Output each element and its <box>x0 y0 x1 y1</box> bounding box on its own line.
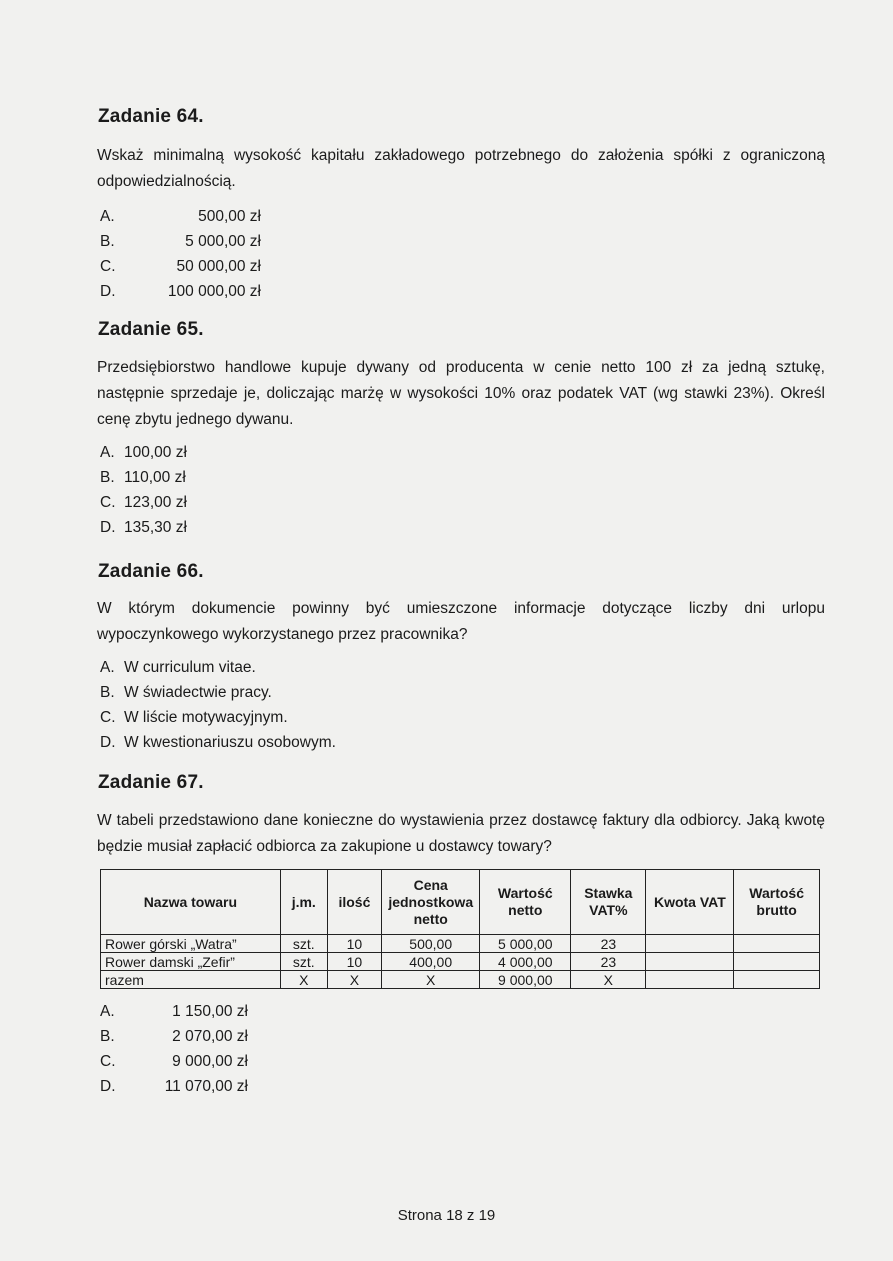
column-header: Nazwa towaru <box>101 870 281 935</box>
answer-option: C. W liście motywacyjnym. <box>100 709 288 726</box>
table-cell: szt. <box>280 953 327 971</box>
table-cell: razem <box>101 971 281 989</box>
table-cell: 400,00 <box>382 953 480 971</box>
table-cell: X <box>571 971 646 989</box>
table-cell <box>734 935 820 953</box>
answer-option: B. 5 000,00 zł <box>100 233 261 250</box>
table-cell: X <box>327 971 381 989</box>
answer-option: A. 500,00 zł <box>100 208 261 225</box>
column-header: Stawka VAT% <box>571 870 646 935</box>
page-number: Strona 18 z 19 <box>397 1207 496 1224</box>
answer-option: A. 1 150,00 zł <box>100 1003 248 1020</box>
task-65-question: Przedsiębiorstwo handlowe kupuje dywany od producenta w cenie netto 100 zł za jedną sztukę, następnie sprzedaje je, doliczając marżę w wysokości 10% oraz podatek VAT (wg stawki 23%). Określ cenę zbytu jednego dywanu. <box>97 359 825 428</box>
column-header: Wartość brutto <box>734 870 820 935</box>
answer-option: D. 100 000,00 zł <box>100 283 261 300</box>
answer-option: B. 110,00 zł <box>100 469 186 486</box>
task-67-answers <box>100 999 248 1099</box>
answer-option: D. 135,30 zł <box>100 519 187 536</box>
table-cell: X <box>280 971 327 989</box>
table-cell: 9 000,00 <box>480 971 571 989</box>
task-66-question: W którym dokumencie powinny być umieszczone informacje dotyczące liczby dni urlopu wypoczynkowego wykorzystanego przez pracownika? <box>97 600 825 643</box>
table-cell: szt. <box>280 935 327 953</box>
table-cell: Rower damski „Zefir” <box>101 953 281 971</box>
table-cell: 10 <box>327 935 381 953</box>
task-64-answers <box>100 204 261 304</box>
table-cell: 10 <box>327 953 381 971</box>
column-header: Kwota VAT <box>646 870 734 935</box>
task-67-question: W tabeli przedstawiono dane konieczne do wystawienia przez dostawcę faktury dla odbiorcy. Jaką kwotę będzie musiał zapłacić odbiorca za zakupione u dostawcy towary? <box>97 812 825 855</box>
task-66-title: Zadanie 66. <box>98 561 204 582</box>
task-65-title: Zadanie 65. <box>98 319 204 340</box>
table-cell: Rower górski „Watra” <box>101 935 281 953</box>
task-66-answers <box>100 655 336 755</box>
task-65-answers <box>100 440 187 540</box>
table-row <box>101 953 820 971</box>
table-cell: 23 <box>571 935 646 953</box>
table-cell <box>646 971 734 989</box>
table-cell: X <box>382 971 480 989</box>
answer-option: D. 11 070,00 zł <box>100 1078 248 1095</box>
task-64-title: Zadanie 64. <box>98 106 204 127</box>
column-header: j.m. <box>280 870 327 935</box>
invoice-table <box>100 869 820 989</box>
answer-option: D. W kwestionariuszu osobowym. <box>100 734 336 751</box>
task-67-title: Zadanie 67. <box>98 772 204 793</box>
table-header-row <box>101 870 820 935</box>
table-cell: 5 000,00 <box>480 935 571 953</box>
column-header: ilość <box>327 870 381 935</box>
table-row <box>101 971 820 989</box>
column-header: Cena jednostkowa netto <box>382 870 480 935</box>
table-cell: 500,00 <box>382 935 480 953</box>
answer-option: A. W curriculum vitae. <box>100 659 256 676</box>
table-cell <box>646 953 734 971</box>
answer-option: B. 2 070,00 zł <box>100 1028 248 1045</box>
answer-option: C. 50 000,00 zł <box>100 258 261 275</box>
table-cell <box>734 953 820 971</box>
answer-option: A. 100,00 zł <box>100 444 187 461</box>
table-cell <box>646 935 734 953</box>
table-cell: 23 <box>571 953 646 971</box>
answer-option: C. 9 000,00 zł <box>100 1053 248 1070</box>
answer-option: B. W świadectwie pracy. <box>100 684 272 701</box>
table-cell <box>734 971 820 989</box>
column-header: Wartość netto <box>480 870 571 935</box>
table-cell: 4 000,00 <box>480 953 571 971</box>
answer-option: C. 123,00 zł <box>100 494 187 511</box>
table-row <box>101 935 820 953</box>
task-64-question: Wskaż minimalną wysokość kapitału zakładowego potrzebnego do założenia spółki z ograniczoną odpowiedzialnością. <box>97 147 825 190</box>
